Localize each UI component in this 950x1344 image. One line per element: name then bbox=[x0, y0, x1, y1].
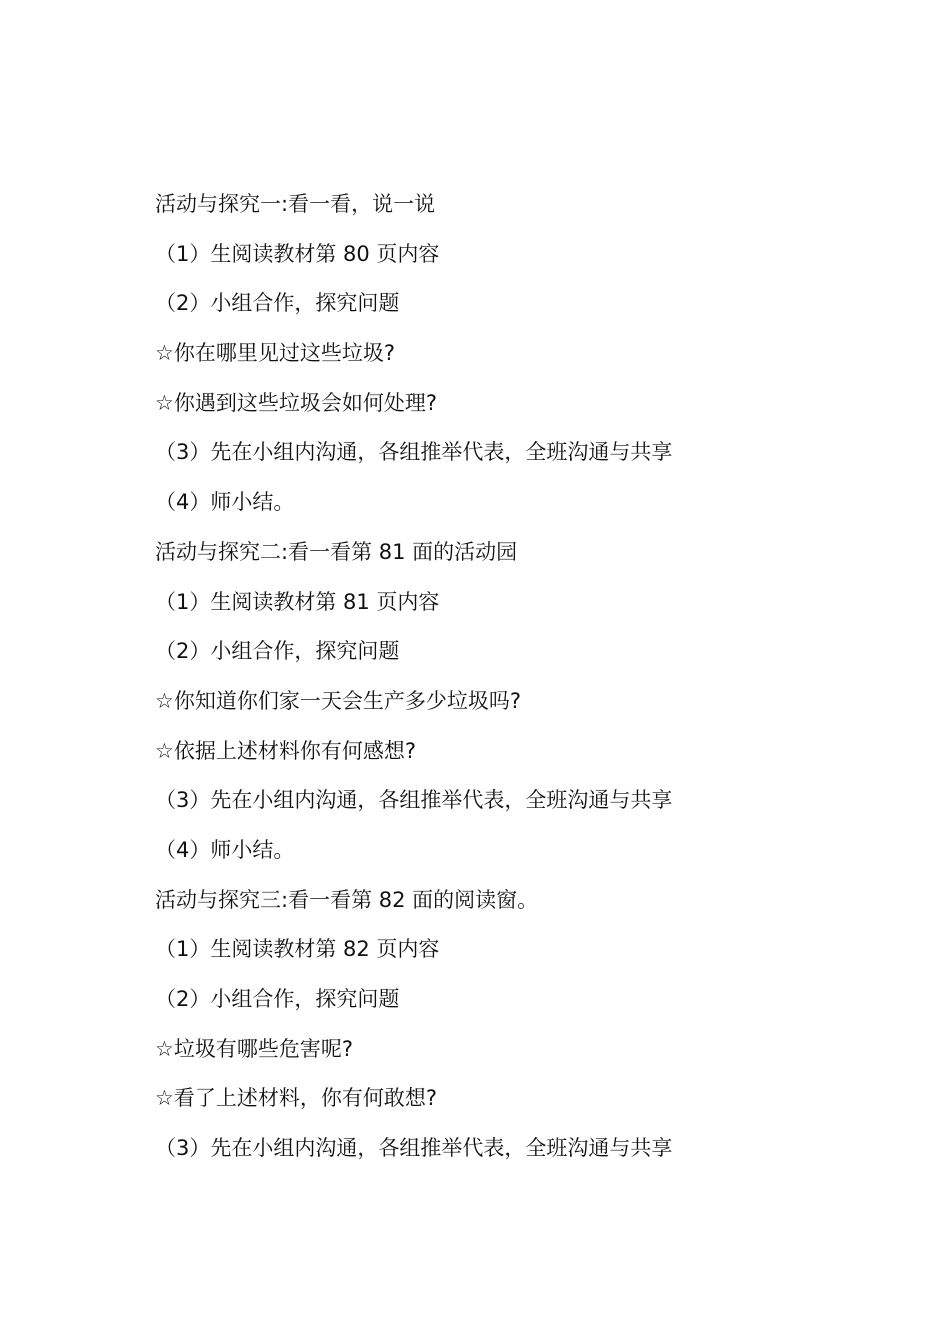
question-item: ☆垃圾有哪些危害呢? bbox=[155, 1036, 353, 1061]
step-class-sharing: （3）先在小组内沟通，各组推举代表，全班沟通与共享 bbox=[155, 1136, 673, 1161]
step-read-textbook: （1）生阅读教材第 81 页内容 bbox=[155, 589, 440, 614]
step-teacher-summary: （4）师小结。 bbox=[155, 490, 295, 515]
step-class-sharing: （3）先在小组内沟通，各组推举代表，全班沟通与共享 bbox=[155, 788, 673, 813]
step-group-cooperation: （2）小组合作，探究问题 bbox=[155, 291, 400, 316]
step-group-cooperation: （2）小组合作，探究问题 bbox=[155, 987, 400, 1011]
question-item: ☆依据上述材料你有何感想? bbox=[155, 738, 416, 763]
question-item: ☆你遇到这些垃圾会如何处理? bbox=[155, 390, 437, 415]
question-item: ☆你在哪里见过这些垃圾? bbox=[155, 341, 395, 366]
step-group-cooperation: （2）小组合作，探究问题 bbox=[155, 639, 400, 664]
section-heading-1: 活动与探究一:看一看，说一说 bbox=[155, 192, 436, 216]
step-read-textbook: （1）生阅读教材第 80 页内容 bbox=[155, 241, 440, 266]
section-heading-2: 活动与探究二:看一看第 81 面的活动园 bbox=[155, 539, 518, 564]
section-heading-3: 活动与探究三:看一看第 82 面的阅读窗。 bbox=[155, 887, 539, 912]
step-read-textbook: （1）生阅读教材第 82 页内容 bbox=[155, 937, 440, 962]
question-item: ☆看了上述材料，你有何敢想? bbox=[155, 1086, 437, 1111]
question-item: ☆你知道你们家一天会生产多少垃圾吗? bbox=[155, 688, 521, 713]
step-class-sharing: （3）先在小组内沟通，各组推举代表，全班沟通与共享 bbox=[155, 440, 673, 465]
step-teacher-summary: （4）师小结。 bbox=[155, 837, 295, 862]
document-body bbox=[155, 180, 875, 1174]
